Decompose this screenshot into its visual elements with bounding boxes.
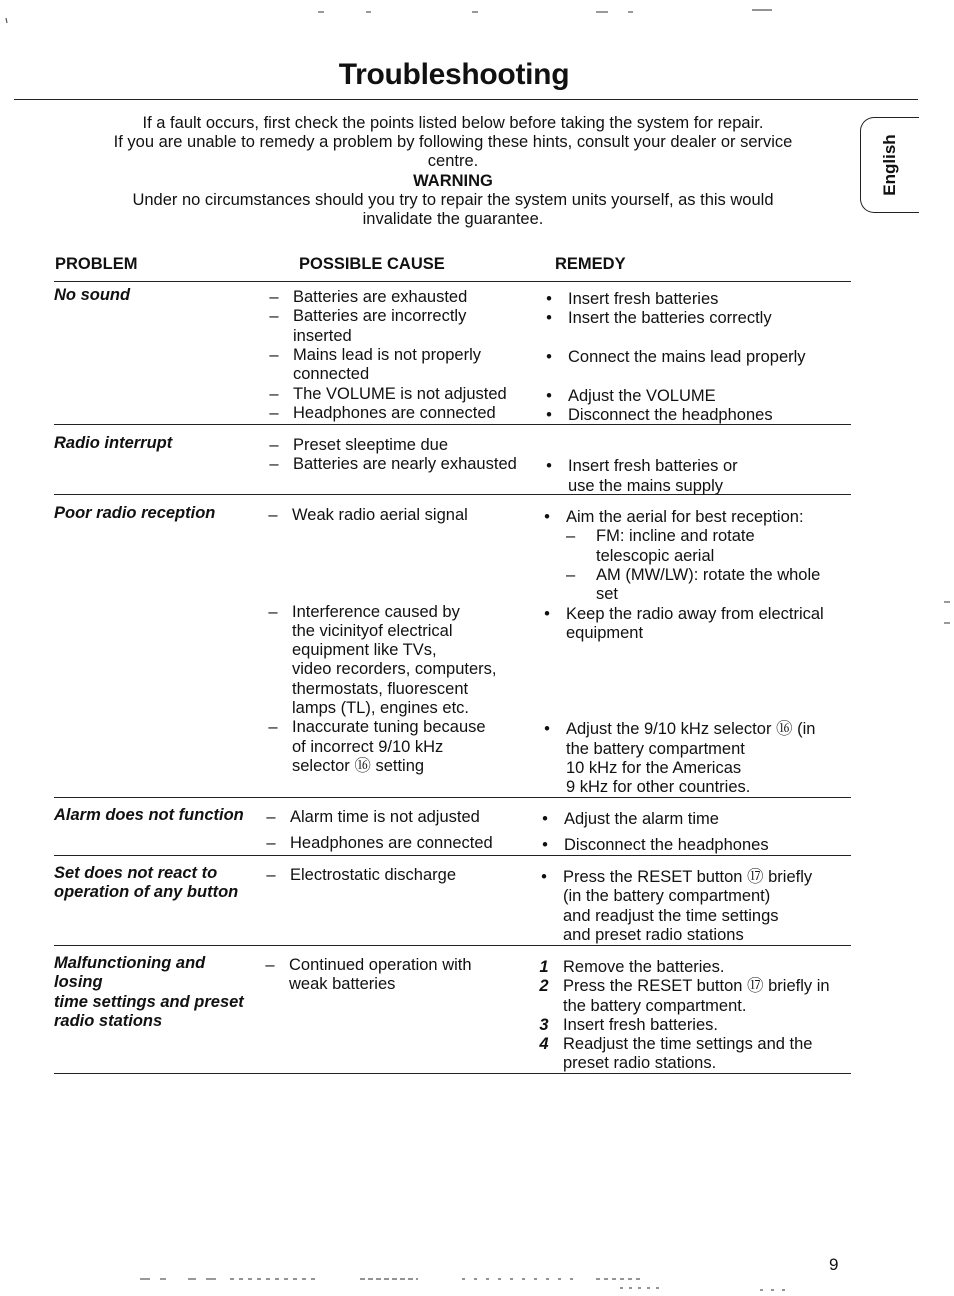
remedy-item (541, 868, 813, 945)
dash-icon: – (269, 436, 279, 454)
dash-icon: – (269, 403, 279, 422)
item-text: equipment like TVs, (292, 641, 437, 660)
cause-item (269, 307, 467, 346)
item-text: Disconnect the headphones (568, 405, 773, 424)
item-text: Alarm time is not adjusted (290, 808, 480, 826)
bullet-icon: • (544, 604, 550, 623)
item-text: Batteries are exhausted (293, 288, 468, 306)
item-text: the vicinityof electrical (292, 621, 453, 640)
dash-icon: – (268, 506, 278, 524)
dash-icon: – (268, 718, 278, 737)
problem-text: Alarm does not function (54, 806, 244, 824)
step-number: 3 (539, 1015, 549, 1034)
item-text: Interference caused by (292, 602, 460, 621)
problem-text: losing (54, 973, 103, 992)
cause-item (269, 288, 468, 307)
intro-line-1: If a fault occurs, first check the points listed below before taking the system for repair. (142, 114, 764, 132)
item-text: weak batteries (289, 975, 396, 994)
header-rule (54, 281, 851, 282)
item-text: 10 kHz for the Americas (566, 758, 742, 777)
item-text: Mains lead is not properly (293, 345, 482, 364)
item-text: Batteries are nearly exhausted (293, 455, 517, 474)
dash-icon: – (269, 384, 279, 403)
intro-line-2: If you are unable to remedy a problem by following these hints, consult your dealer or service (113, 133, 793, 151)
dash-icon: – (265, 956, 275, 974)
dash-icon: – (269, 288, 279, 306)
sub-remedy-item (566, 527, 755, 566)
remedy-item (546, 309, 772, 328)
item-text: and readjust the time settings (563, 906, 779, 925)
problem-text: operation of any button (54, 883, 239, 902)
dash-icon: – (266, 834, 276, 853)
item-text: Remove the batteries. (563, 958, 725, 976)
cause-item (268, 506, 468, 525)
warning-line-2: invalidate the guarantee. (362, 210, 544, 228)
problem-cell (54, 504, 259, 523)
remedy-item (539, 1015, 718, 1035)
dash-icon: – (268, 602, 278, 621)
remedy-item (544, 508, 804, 527)
intro-block (40, 114, 866, 229)
cause-item (269, 403, 496, 423)
item-text: use the mains supply (568, 476, 724, 495)
problem-text: time settings and preset (54, 992, 244, 1011)
item-text: and preset radio stations (563, 925, 744, 944)
item-text: Headphones are connected (290, 834, 493, 853)
remedy-item (546, 386, 716, 406)
problem-text: Set does not react to (54, 864, 218, 882)
item-text: Weak radio aerial signal (292, 506, 468, 524)
item-text: Inaccurate tuning because (292, 718, 486, 737)
item-text: Adjust the VOLUME (568, 386, 716, 405)
warning-heading: WARNING (413, 172, 493, 190)
cause-item (268, 718, 486, 776)
cause-item (268, 602, 497, 719)
row-rule (54, 945, 851, 946)
item-text: AM (MW/LW): rotate the whole (596, 565, 821, 584)
item-text: Connect the mains lead properly (568, 347, 806, 366)
bullet-icon: • (546, 290, 552, 308)
item-text: the battery compartment (566, 739, 745, 758)
remedy-item (546, 457, 738, 496)
item-text: video recorders, computers, (292, 660, 497, 679)
remedy-item (546, 405, 773, 425)
problem-cell (54, 434, 259, 453)
row-rule (54, 494, 851, 495)
item-text: Adjust the alarm time (564, 810, 719, 828)
bullet-icon: • (544, 720, 550, 739)
item-text: Keep the radio away from electrical (566, 604, 824, 623)
row-rule (54, 1073, 851, 1074)
step-number: 1 (539, 958, 549, 976)
item-text: connected (293, 365, 370, 384)
dash-icon: – (266, 866, 276, 884)
problem-text: Poor radio reception (54, 504, 216, 522)
problem-cell (54, 954, 259, 1031)
item-text: FM: incline and rotate (596, 527, 755, 546)
item-text: Insert the batteries correctly (568, 309, 772, 328)
remedy-item (544, 604, 824, 644)
remedy-item (539, 1035, 813, 1074)
dash-icon: – (269, 455, 279, 474)
item-text: Adjust the 9/10 kHz selector ⑯ (in (566, 720, 816, 739)
problem-text: Radio interrupt (54, 434, 173, 452)
item-text: The VOLUME is not adjusted (293, 384, 507, 403)
item-text: Press the RESET button ⑰ briefly (563, 868, 813, 886)
item-text: telescopic aerial (596, 546, 715, 565)
item-text: Batteries are incorrectly (293, 307, 467, 326)
cause-item (269, 384, 507, 404)
dash-icon: – (566, 527, 576, 546)
problem-text: radio stations (54, 1011, 163, 1030)
row-rule (54, 797, 851, 798)
item-text: 9 kHz for other countries. (566, 778, 751, 797)
item-text: Insert fresh batteries. (563, 1015, 718, 1034)
title-rule (14, 99, 918, 100)
item-text: Insert fresh batteries (568, 290, 719, 308)
sub-remedy-item (566, 565, 821, 605)
remedy-item (546, 290, 719, 309)
item-text: lamps (TL), engines etc. (292, 698, 469, 717)
problem-cell (54, 806, 259, 825)
item-text: Disconnect the headphones (564, 836, 769, 855)
cause-item (266, 834, 493, 853)
cause-item (269, 436, 449, 455)
item-text: of incorrect 9/10 kHz (292, 737, 444, 756)
item-text: set (596, 585, 619, 604)
item-text: equipment (566, 623, 644, 642)
problem-text: No sound (54, 286, 131, 304)
cause-item (266, 808, 480, 827)
item-text: Press the RESET button ⑰ briefly in (563, 977, 830, 996)
item-text: Electrostatic discharge (290, 866, 456, 884)
item-text: Readjust the time settings and the (563, 1035, 813, 1054)
bullet-icon: • (542, 836, 548, 855)
bullet-icon: • (546, 347, 552, 366)
remedy-item (546, 347, 806, 367)
bullet-icon: • (544, 508, 550, 526)
remedy-item (539, 977, 830, 1016)
item-text: selector ⑯ setting (292, 756, 425, 775)
item-text: Insert fresh batteries or (568, 457, 738, 476)
remedy-item (544, 720, 816, 797)
column-header-remedy: REMEDY (555, 255, 626, 273)
cause-item (269, 455, 517, 474)
bullet-icon: • (546, 386, 552, 405)
item-text: inserted (293, 326, 352, 345)
column-header-cause: POSSIBLE CAUSE (299, 255, 445, 273)
item-text: Continued operation with (289, 956, 472, 974)
dash-icon: – (566, 565, 576, 584)
remedy-item (542, 810, 719, 829)
remedy-item (542, 836, 769, 855)
row-rule (54, 855, 851, 856)
bullet-icon: • (546, 309, 552, 328)
problem-cell (54, 864, 259, 903)
step-number: 2 (539, 977, 549, 996)
item-text: thermostats, fluorescent (292, 679, 469, 698)
warning-line-1: Under no circumstances should you try to repair the system units yourself, as this would (132, 191, 774, 209)
item-text: Preset sleeptime due (293, 436, 449, 454)
problem-text: Malfunctioning and (54, 954, 206, 972)
bullet-icon: • (546, 405, 552, 424)
step-number: 4 (539, 1035, 549, 1054)
bullet-icon: • (541, 868, 547, 886)
item-text: preset radio stations. (563, 1054, 717, 1073)
dash-icon: – (266, 808, 276, 826)
item-text: Headphones are connected (293, 403, 496, 422)
cause-item (269, 345, 482, 385)
language-tab (860, 117, 919, 213)
problem-cell (54, 286, 259, 305)
page-title: Troubleshooting (338, 58, 570, 91)
item-text: (in the battery compartment) (563, 887, 771, 906)
page-number: 9 (829, 1255, 839, 1274)
dash-icon: – (269, 345, 279, 364)
intro-line-3: centre. (427, 152, 479, 170)
bullet-icon: • (542, 810, 548, 828)
column-header-problem: PROBLEM (55, 255, 138, 273)
cause-item (265, 956, 472, 995)
row-rule (54, 424, 851, 425)
bullet-icon: • (546, 457, 552, 476)
cause-item (266, 866, 456, 885)
remedy-item (539, 958, 725, 977)
language-tab-label: English (880, 134, 899, 196)
item-text: Aim the aerial for best reception: (566, 508, 804, 526)
dash-icon: – (269, 307, 279, 326)
item-text: the battery compartment. (563, 996, 747, 1015)
